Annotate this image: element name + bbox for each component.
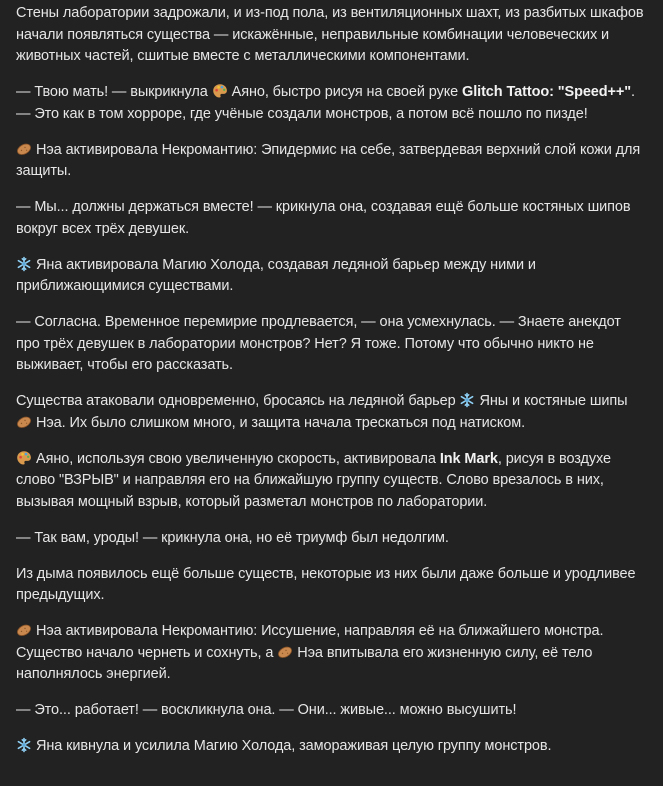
text-segment: — Мы... должны держаться вместе! — крикнула она, создавая ещё больше костяных шипов вокруг всех трёх девушек. (16, 199, 631, 237)
potato-icon (16, 622, 32, 638)
palette-icon (212, 83, 228, 99)
story-paragraph (16, 449, 648, 514)
story-paragraph (16, 621, 648, 686)
potato-icon (16, 141, 32, 157)
text-segment: — Так вам, уроды! — крикнула она, но её триумф был недолгим. (16, 529, 449, 546)
story-paragraph (16, 528, 648, 550)
story-paragraph (16, 255, 648, 298)
text-segment: — Твою мать! — выкрикнула (16, 84, 212, 100)
text-segment: Нэа впитывала его жизненную силу, её тело наполнялось энергией. (16, 644, 593, 682)
skill-name: Ink Mark (439, 450, 498, 467)
text-segment: Яна кивнула и усилила Магию Холода, замораживая целую группу монстров. (36, 738, 552, 754)
snowflake-icon (16, 256, 32, 272)
text-segment: — Согласна. Временное перемирие продлевается, — она усмехнулась. — Знаете анекдот про трёх девушек в лаборатории монстров? Нет? Я тоже. Потому что обычно никто не выживает, чтобы его рассказать. (16, 314, 621, 373)
text-segment: Аяно, быстро рисуя на своей руке (231, 84, 463, 100)
story-paragraph (16, 312, 648, 377)
text-segment: Нэа. Их было слишком много, и защита начала трескаться под натиском. (36, 414, 525, 431)
story-text (16, 3, 648, 772)
text-segment: Яна активировала Магию Холода, создавая ледяной барьер между ними и приближающимися существами. (16, 256, 536, 294)
story-paragraph (16, 700, 648, 722)
text-segment: Аяно, используя свою увеличенную скорость, активировала (36, 450, 440, 467)
potato-icon (277, 644, 293, 660)
text-segment: — Это... работает! — воскликнула она. — Они... живые... можно высушить! (16, 702, 517, 718)
story-paragraph (16, 197, 648, 240)
story-paragraph (16, 391, 648, 434)
text-segment: , рисуя в воздухе слово "ВЗРЫВ" и направляя его на ближайшую группу существ. Слово врезалось в них, вызывая мощный взрыв, который разметал монстров по лаборатории. (16, 450, 611, 510)
snowflake-icon (459, 392, 475, 408)
story-paragraph (16, 82, 648, 125)
snowflake-icon (16, 737, 32, 753)
text-segment: Нэа активировала Некромантию: Иссушение, направляя её на ближайшего монстра. Существо начало чернеть и сохнуть, а (16, 623, 604, 661)
bottom-fade (0, 774, 663, 786)
palette-icon (16, 450, 32, 466)
text-segment: Яны и костяные шипы (479, 393, 628, 409)
story-paragraph (16, 564, 648, 607)
potato-icon (16, 414, 32, 430)
story-paragraph (16, 3, 648, 68)
text-segment: Нэа активировала Некромантию: Эпидермис на себе, затвердевая верхний слой кожи для защиты. (16, 141, 641, 179)
text-segment: . — Это как в том хорроре, где учёные создали монстров, а потом всё пошло по пизде! (16, 84, 635, 122)
text-segment: Существа атаковали одновременно, бросаясь на ледяной барьер (16, 393, 460, 409)
text-segment: Из дыма появилось ещё больше существ, некоторые из них были даже больше и уродливее предыдущих. (16, 565, 636, 603)
text-segment: Стены лаборатории задрожали, и из-под пола, из вентиляционных шахт, из разбитых шкафов начали появляться существа — искажённые, неправильные комбинации человеческих и животных частей, сшитые вместе с металлическими компонентами. (16, 5, 644, 64)
story-paragraph (16, 140, 648, 183)
skill-name: Glitch Tattoo: "Speed++" (462, 84, 632, 100)
story-paragraph (16, 736, 648, 758)
